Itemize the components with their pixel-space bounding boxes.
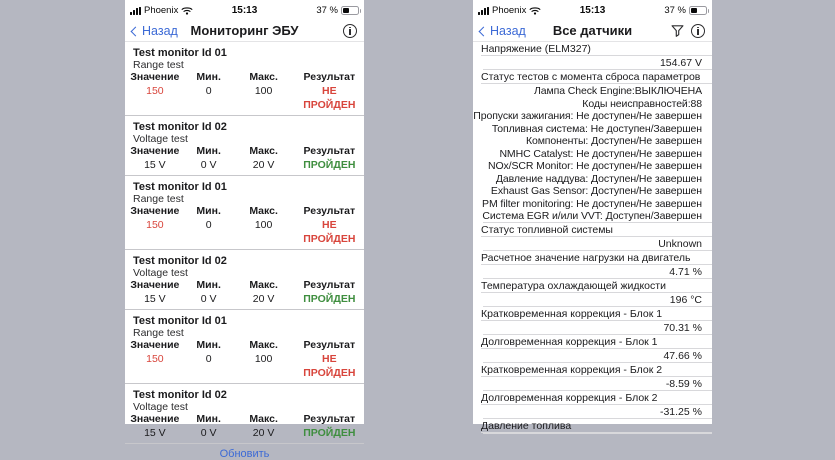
test-monitor-section (125, 384, 364, 444)
sensor-row[interactable] (473, 363, 712, 391)
sensor-row[interactable] (473, 42, 712, 70)
battery-icon (341, 6, 359, 15)
test-monitor-section (125, 176, 364, 250)
sensor-name: Кратковременная коррекция - Блок 1 (473, 307, 712, 321)
column-value: Значение (130, 71, 180, 83)
result-table-header (125, 413, 364, 426)
carrier-label: Phoenix (492, 4, 527, 16)
back-button[interactable] (132, 20, 178, 41)
info-icon (691, 24, 705, 38)
value-cell: 15 V (144, 427, 166, 439)
min-cell: 0 (205, 219, 212, 231)
left-phone-screenshot (125, 0, 364, 460)
test-monitor-title: Test monitor Id 01 (133, 181, 227, 193)
max-cell: 100 (254, 353, 273, 365)
column-max: Макс. (249, 413, 278, 425)
sensor-value: -31.25 % (473, 405, 712, 419)
back-chevron-icon (131, 26, 141, 36)
sensor-name: Температура охлаждающей жидкости (473, 279, 712, 293)
back-button[interactable] (480, 20, 526, 41)
info-button[interactable] (691, 24, 705, 38)
value-cell: 15 V (144, 159, 166, 171)
status-time: 15:13 (231, 4, 258, 16)
value-cell: 15 V (144, 293, 166, 305)
test-monitor-title: Test monitor Id 02 (133, 389, 227, 401)
sensor-name: Расчетное значение нагрузки на двигатель (473, 251, 712, 265)
sensor-row[interactable] (473, 335, 712, 363)
status-bar (473, 0, 712, 20)
result-table-row (125, 158, 364, 175)
result-cell: ПРОЙДЕН (303, 427, 356, 439)
sensor-name: Кратковременная коррекция - Блок 2 (473, 363, 712, 377)
result-table-header (125, 279, 364, 292)
column-max: Макс. (249, 145, 278, 157)
test-monitor-title: Test monitor Id 01 (133, 47, 227, 59)
sensor-name: Давление топлива (473, 419, 712, 433)
result-table-header (125, 145, 364, 158)
column-min: Мин. (196, 205, 221, 217)
sensor-value: -8.59 % (473, 377, 712, 391)
info-button[interactable] (343, 24, 357, 38)
sensor-value: 154.67 V (473, 56, 712, 70)
sensor-list (473, 42, 712, 434)
test-name: Voltage test (133, 267, 188, 279)
sensor-row[interactable] (473, 419, 712, 434)
test-name: Range test (133, 327, 184, 339)
min-cell: 0 (205, 85, 212, 97)
value-cell: 150 (146, 219, 164, 231)
test-monitor-section (125, 310, 364, 384)
result-cell: ПРОЙДЕН (303, 293, 356, 305)
page-title: Все датчики (552, 23, 633, 38)
column-result: Результат (303, 145, 356, 157)
column-result: Результат (303, 71, 356, 83)
sensor-name: Напряжение (ELM327) (473, 42, 712, 56)
result-table-row (125, 218, 364, 249)
sensor-row[interactable] (473, 391, 712, 419)
sensor-row[interactable] (473, 223, 712, 251)
filter-button[interactable] (670, 23, 685, 38)
result-cell: НЕ ПРОЙДЕН (303, 85, 356, 111)
column-value: Значение (130, 279, 180, 291)
result-cell: ПРОЙДЕН (303, 159, 356, 171)
test-name: Range test (133, 59, 184, 71)
test-name: Voltage test (133, 133, 188, 145)
sensor-value: 196 °C (473, 293, 712, 307)
back-label: Назад (490, 23, 526, 38)
sensor-value: Лампа Check Engine:ВЫКЛЮЧЕНА Коды неисправностей:88 Пропуски зажигания: Не доступен/Не завершен Топливная система: Не доступен/Завершен Компоненты: Доступен/Не завершен NMHC Catalyst: Не доступен/Не завершен NOx/SCR Monitor: Не доступен/Не завершен Давление наддува: Доступен/Не завершен Exhaust Gas Sensor: Доступен/Не завершен PM filter monitoring: Не доступен/Не завершен Система EGR и/или VVT: Доступен/Завершен (473, 84, 712, 223)
battery-icon (689, 6, 707, 15)
test-name: Range test (133, 193, 184, 205)
test-monitor-section (125, 116, 364, 176)
sensor-row[interactable] (473, 70, 712, 223)
result-table-row (125, 352, 364, 383)
column-min: Мин. (196, 279, 221, 291)
max-cell: 100 (254, 85, 273, 97)
column-max: Макс. (249, 279, 278, 291)
back-chevron-icon (479, 26, 489, 36)
result-cell: НЕ ПРОЙДЕН (303, 353, 356, 379)
filter-funnel-icon (670, 23, 685, 38)
min-cell: 0 V (200, 159, 217, 171)
column-min: Мин. (196, 145, 221, 157)
test-monitor-section (125, 42, 364, 116)
column-min: Мин. (196, 413, 221, 425)
page-title: Мониторинг ЭБУ (190, 23, 299, 38)
refresh-button[interactable]: Обновить (219, 448, 270, 460)
value-cell: 150 (146, 85, 164, 97)
sensor-row[interactable] (473, 307, 712, 335)
sensor-row[interactable] (473, 251, 712, 279)
sensor-name: Статус топливной системы (473, 223, 712, 237)
test-monitor-section (125, 250, 364, 310)
result-table-header (125, 71, 364, 84)
battery-percent-label: 37 % (664, 4, 686, 16)
column-max: Макс. (249, 205, 278, 217)
back-label: Назад (142, 23, 178, 38)
nav-bar (125, 20, 364, 42)
column-value: Значение (130, 205, 180, 217)
column-max: Макс. (249, 339, 278, 351)
battery-percent-label: 37 % (316, 4, 338, 16)
max-cell: 20 V (252, 293, 275, 305)
result-table-row (125, 292, 364, 309)
test-monitor-title: Test monitor Id 01 (133, 315, 227, 327)
test-monitor-title: Test monitor Id 02 (133, 121, 227, 133)
column-min: Мин. (196, 339, 221, 351)
result-cell: НЕ ПРОЙДЕН (303, 219, 356, 245)
column-result: Результат (303, 413, 356, 425)
sensor-row[interactable] (473, 279, 712, 307)
sensor-name: Долговременная коррекция - Блок 2 (473, 391, 712, 405)
max-cell: 100 (254, 219, 273, 231)
sensor-value: Unknown (473, 237, 712, 251)
test-monitor-list (125, 42, 364, 460)
nav-bar (473, 20, 712, 42)
min-cell: 0 V (200, 293, 217, 305)
max-cell: 20 V (252, 159, 275, 171)
column-value: Значение (130, 413, 180, 425)
sensor-value (473, 433, 712, 434)
sensor-value: 4.71 % (473, 265, 712, 279)
result-table-row (125, 84, 364, 115)
min-cell: 0 (205, 353, 212, 365)
info-icon (343, 24, 357, 38)
result-table-header (125, 205, 364, 218)
test-name: Voltage test (133, 401, 188, 413)
value-cell: 150 (146, 353, 164, 365)
sensor-value: 47.66 % (473, 349, 712, 363)
status-time: 15:13 (579, 4, 606, 16)
min-cell: 0 V (200, 427, 217, 439)
sensor-name: Долговременная коррекция - Блок 1 (473, 335, 712, 349)
result-table-row (125, 426, 364, 443)
column-result: Результат (303, 205, 356, 217)
column-result: Результат (303, 279, 356, 291)
result-table-header (125, 339, 364, 352)
max-cell: 20 V (252, 427, 275, 439)
sensor-name: Статус тестов с момента сброса параметров (473, 70, 712, 84)
column-value: Значение (130, 339, 180, 351)
sensor-value: 70.31 % (473, 321, 712, 335)
column-result: Результат (303, 339, 356, 351)
right-phone-screenshot (473, 0, 712, 432)
column-max: Макс. (249, 71, 278, 83)
carrier-label: Phoenix (144, 4, 179, 16)
test-monitor-title: Test monitor Id 02 (133, 255, 227, 267)
column-value: Значение (130, 145, 180, 157)
status-bar (125, 0, 364, 20)
column-min: Мин. (196, 71, 221, 83)
